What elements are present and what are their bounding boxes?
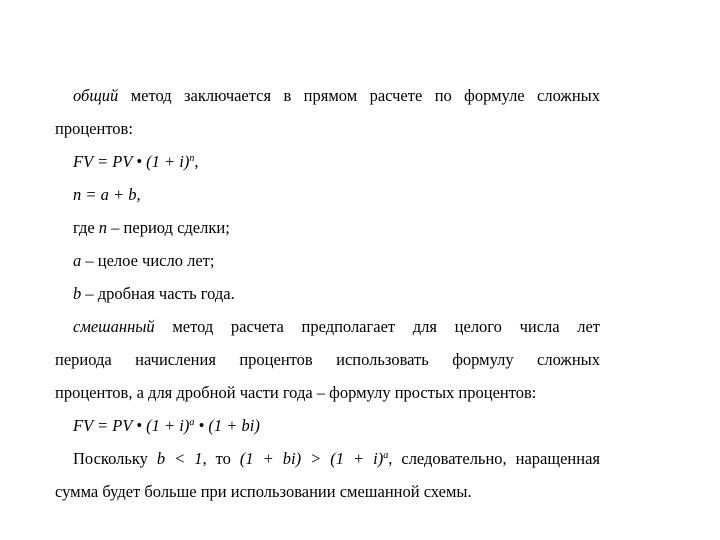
term-general: общий <box>73 86 119 105</box>
formula-mixed <box>73 416 600 436</box>
formula-lhs: FV = PV • (1 + i) <box>73 416 190 435</box>
formula-tail: , <box>194 152 199 171</box>
text: метод расчета предполагает для целого числа лет <box>154 317 600 336</box>
paragraph-mixed-method-line3 <box>55 383 600 403</box>
formula-compound <box>73 152 600 172</box>
variable: n <box>98 218 108 237</box>
variable: b <box>73 284 82 303</box>
term-mixed: смешанный <box>73 317 155 336</box>
text: – целое число лет; <box>81 251 215 270</box>
text: периода начисления процентов использовать формулу сложных <box>55 350 600 369</box>
text: процентов, а для дробной части года – формулу простых процентов: <box>55 383 537 402</box>
paragraph-general-method-line1 <box>73 86 600 106</box>
text: Поскольку <box>73 449 157 468</box>
text: процентов: <box>55 119 133 138</box>
text: , следовательно, наращенная <box>388 449 600 468</box>
formula-exponent: n <box>189 153 195 164</box>
text: где <box>73 218 99 237</box>
text: – период сделки; <box>107 218 230 237</box>
definition-b <box>73 284 600 304</box>
condition: (1 + bi) > (1 + i) <box>239 449 384 468</box>
paragraph-general-method-line2 <box>55 119 600 139</box>
text: – дробная часть года. <box>81 284 235 303</box>
formula-exponent: a <box>189 417 195 428</box>
formula-n-text: n = a + b, <box>73 185 141 204</box>
paragraph-conclusion-line2 <box>55 482 600 502</box>
definition-a <box>73 251 600 271</box>
text: , то <box>202 449 240 468</box>
exponent: a <box>383 450 389 461</box>
text: сумма будет больше при использовании смешанной схемы. <box>55 482 472 501</box>
formula-tail: • (1 + bi) <box>194 416 260 435</box>
text: метод заключается в прямом расчете по формуле сложных <box>118 86 600 105</box>
paragraph-mixed-method-line1 <box>73 317 600 337</box>
paragraph-conclusion-line1 <box>73 449 600 469</box>
variable: a <box>73 251 82 270</box>
condition: b < 1 <box>156 449 203 468</box>
formula-lhs: FV = PV • (1 + i) <box>73 152 190 171</box>
definition-n <box>73 218 600 238</box>
paragraph-mixed-method-line2 <box>55 350 600 370</box>
formula-n <box>73 185 600 205</box>
